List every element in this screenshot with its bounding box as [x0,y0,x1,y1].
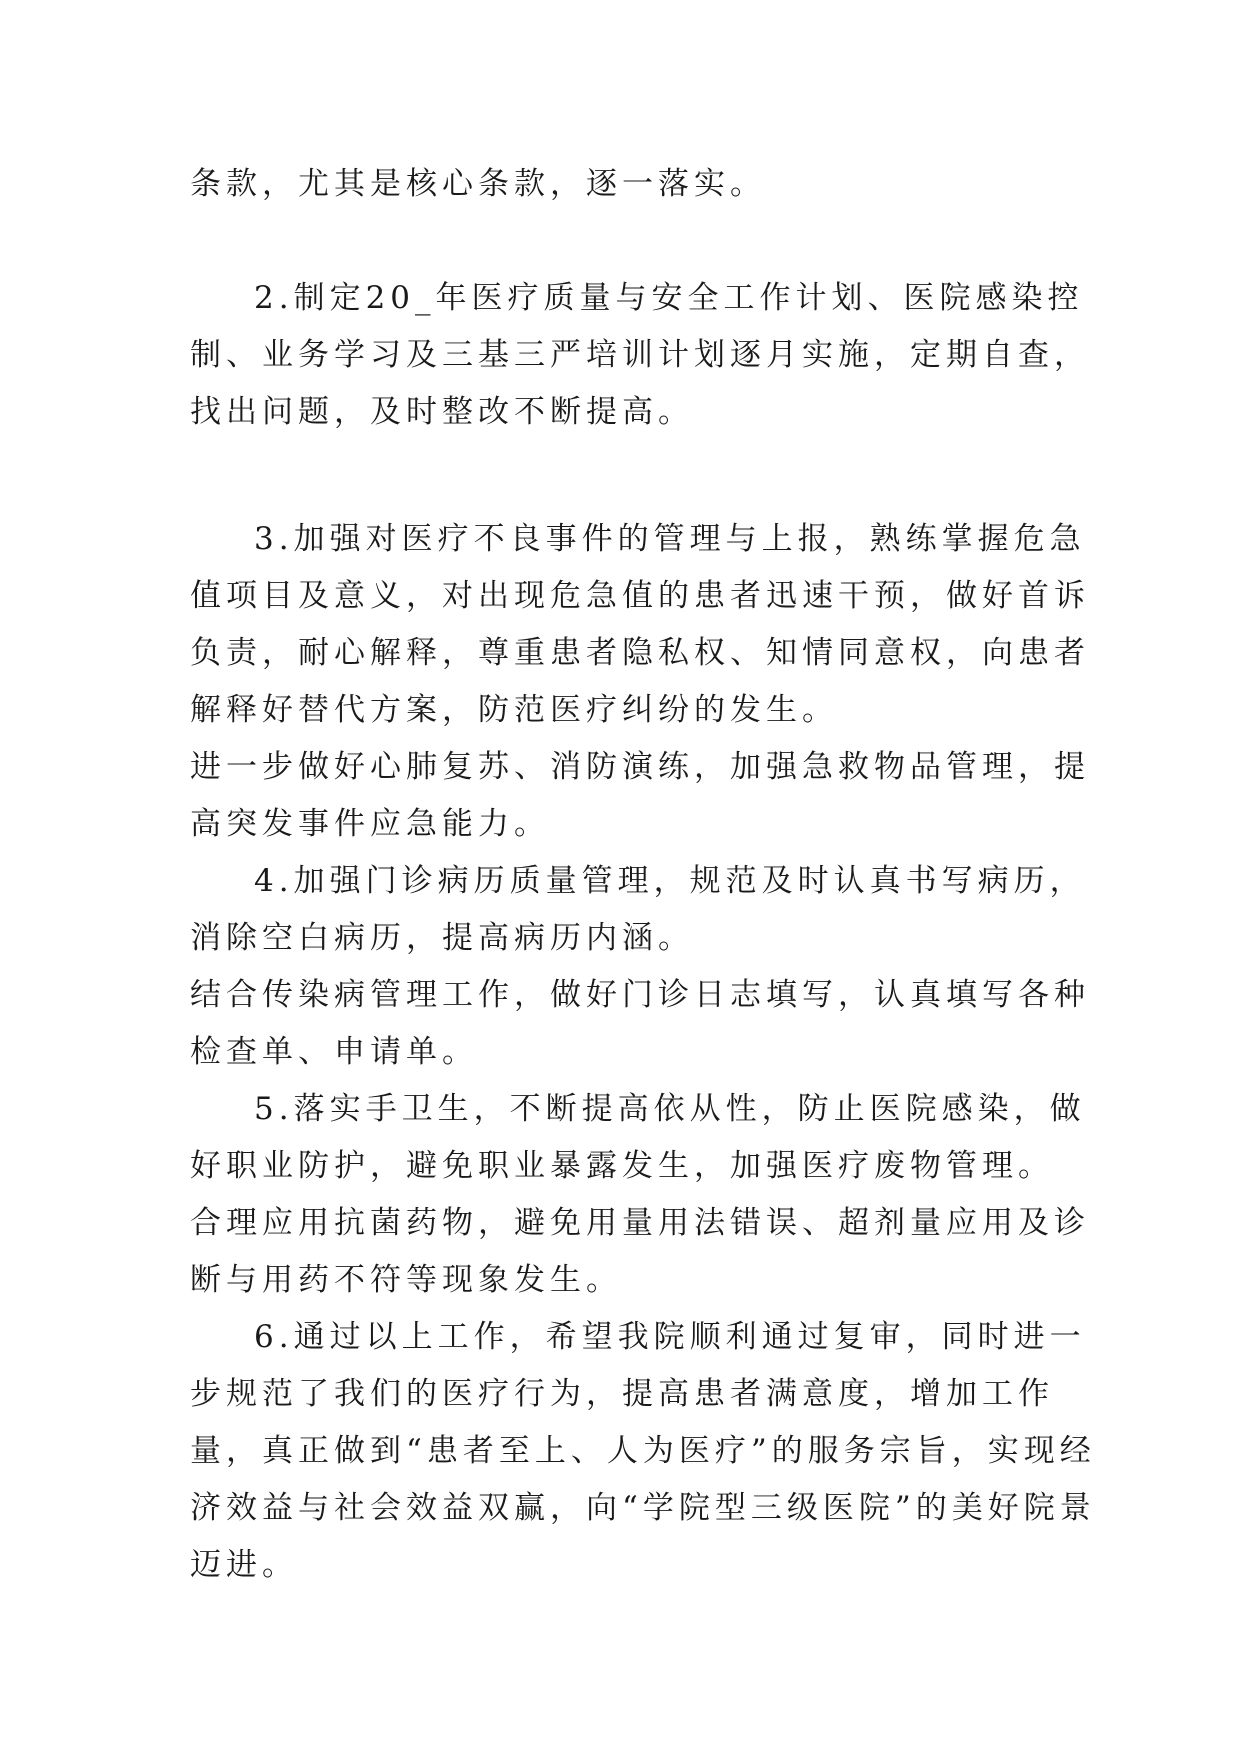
paragraph-item-6: 6.通过以上工作，希望我院顺利通过复审，同时进一步规范了我们的医疗行为，提高患者满意度，增加工作量，真正做到“患者至上、人为医疗”的服务宗旨，实现经济效益与社会效益双赢，向“学院型三级医院”的美好院景迈进。 [190,1319,1096,1583]
paragraph-item-3: 3.加强对医疗不良事件的管理与上报，熟练掌握危急值项目及意义，对出现危急值的患者迅速干预，做好首诉负责，耐心解释，尊重患者隐私权、知情同意权，向患者解释好替代方案，防范医疗纠纷的发生。 [190,521,1090,728]
paragraph-item-5: 5.落实手卫生，不断提高依从性，防止医院感染，做好职业防护，避免职业暴露发生，加强医疗废物管理。 [190,1091,1086,1184]
paragraph-item-4: 4.加强门诊病历质量管理，规范及时认真书写病历，消除空白病历，提高病历内涵。 [190,863,1086,956]
paragraph-item-3-continuation: 进一步做好心肺复苏、消防演练，加强急救物品管理，提高突发事件应急能力。 [190,749,1090,842]
document-body [190,156,1110,1594]
paragraph-item-2: 2.制定20_年医疗质量与安全工作计划、医院感染控制、业务学习及三基三严培训计划逐月实施，定期自查，找出问题，及时整改不断提高。 [190,280,1090,430]
paragraph-item-4-continuation: 结合传染病管理工作，做好门诊日志填写，认真填写各种检查单、申请单。 [190,977,1090,1070]
paragraph-clause-continuation: 条款，尤其是核心条款，逐一落实。 [190,166,766,202]
paragraph-item-5-continuation: 合理应用抗菌药物，避免用量用法错误、超剂量应用及诊断与用药不符等现象发生。 [190,1205,1090,1298]
